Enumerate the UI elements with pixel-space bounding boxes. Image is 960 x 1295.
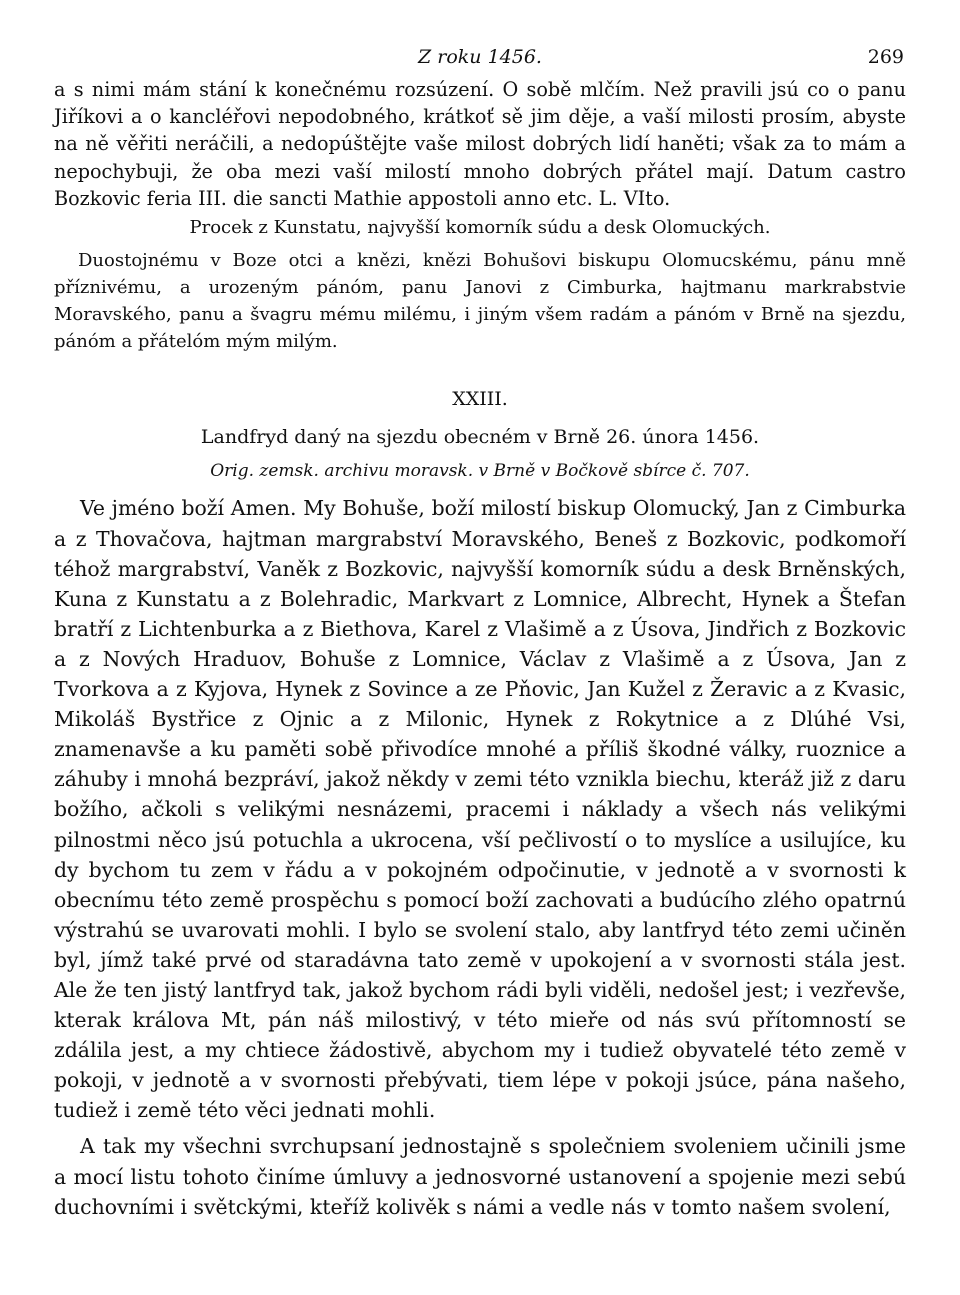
document-body: [54, 493, 906, 1221]
letter-address: Duostojnému v Boze otci a knězi, knězi Bohušovi biskupu Olomucskému, pánu mně příznivému, a urozeným pánóm, panu Janovi z Cimburka, hajtmanu markrabstvie Moravského, panu a švagru mému milému, i jiným všem radám a pánóm v Brně na sjezdu, pánóm a přátelóm mým milým.: [54, 250, 906, 353]
body-paragraph: A tak my všechni svrchupsaní jednostajně s společniem svoleniem učinili jsme a mocí listu tohoto činíme úmluvy a jednosvorné ustanovení a spojenie mezi sebú duchovními i světckými, kteříž kolivěk s námi a vedle nás v tomto našem svolení,: [54, 1134, 906, 1219]
page-number: 269: [867, 46, 904, 68]
letter-closing-text: a s nimi mám stání k konečnému rozsúzení. O sobě mlčím. Než pravili jsú co o panu Jiříkovi a o kancléřovi nepodobného, krátkoť sě jim děje, a vaší milosti prosím, abyste na ně věřiti neráčili, a nedopúštějte vaše milost dobrých lidí haněti; však za to mám a nepochybuji, že oba mezi vaší milostí mnoho dobrých přátel mají. Datum castro Bozkovic feria III. die sancti Mathie appostoli anno etc. L. VIto.: [54, 78, 906, 210]
document-number: XXIII.: [452, 388, 508, 411]
previous-letter: [54, 76, 906, 355]
running-head: [54, 40, 906, 76]
letter-signature: Procek z Kunstatu, najvyšší komorník súdu a desk Olomuckých.: [189, 217, 771, 239]
running-head-title: Z roku 1456.: [418, 46, 542, 68]
body-paragraph: Ve jméno boží Amen. My Bohuše, boží milostí biskup Olomucký, Jan z Cimburka a z Thovačova, hajtman margrabství Moravského, Beneš z Bozkovic, podkomoří téhož margrabství, Vaněk z Bozkovic, najvyšší komorník súdu a desk Brněnských, Kuna z Kunstatu a z Bolehradic, Markvart z Lomnice, Albrecht, Hynek a Štefan bratří z Lichtenburka a z Biethova, Karel z Vlašimě a z Úsova, Jindřich z Bozkovic a z Nových Hraduov, Bohuše z Lomnice, Václav z Vlašimě a z Úsova, Jan z Tvorkova a z Kyjova, Hynek z Sovince a ze Pňovic, Jan Kužel z Žeravic a z Kvasic, Mikoláš Bystřice z Ojnic a z Milonic, Hynek z Rokytnice a z Dlúhé Vsi, znamenavše a ku paměti sobě přivodíce mnohé a příliš škodné války, ruoznice a záhuby i mnohá bezpráví, jakož někdy v zemi této vznikla biechu, kteráž již z daru božího, ačkoli s velikými nesnázemi, pracemi i náklady a všech nás velikými pilnostmi něco jsú potuchla a ukrocena, vší pečlivostí o to myslíce a usilujíce, ku dy bychom tu zem v řádu a v pokojném odpočinutie, v jednotě a v svornosti k obecnímu této země prospěchu s pomocí boží zachovati a budúcího zlého opatrnú výstrahú se uvarovati mohli. I bylo se svolení stalo, aby lantfryd této zemi učiněn byl, jímž také prvé od staradávna tato země v upokojení a v svornosti stála jest. Ale že ten jistý lantfryd tak, jakož bychom rádi byli viděli, nedošel jest; i vezřevše, kterak králova Mt, pán náš milostivý, v této mieře od nás svú přítomností se zdálila jest, a my chtiece žádostivě, abychom my i tudiež obyvatelé této země v pokoji, v jednotě a v svornosti přebývati, tiem lépe v pokoji jsúce, pána našeho, tudiež i země této věci jednati mohli.: [54, 496, 906, 1123]
document-title: Landfryd daný na sjezdu obecném v Brně 26. února 1456.: [200, 426, 760, 449]
document-source: Orig. zemsk. archivu moravsk. v Brně v Bočkově sbírce č. 707.: [210, 461, 750, 482]
